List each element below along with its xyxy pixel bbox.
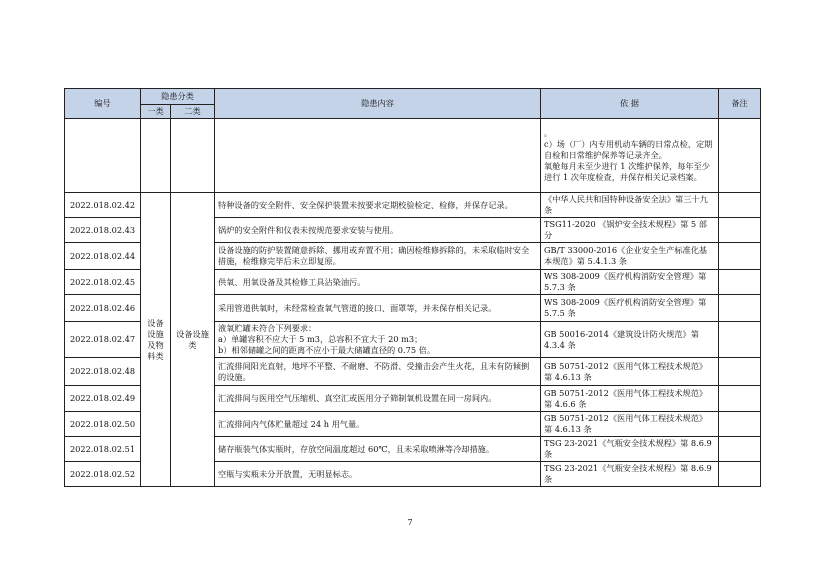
row-content: 汇流排间与医用空气压缩机、真空汇或医用分子筛制氧机设置在同一房间内。 <box>215 386 541 412</box>
row-no: 2022.018.02.51 <box>65 437 141 462</box>
category-level2: 设备设施类 <box>171 193 215 487</box>
row-content: 采用管道供氧时，未经常检查氧气管道的接口、面罩等，并未保存相关记录。 <box>215 295 541 322</box>
table-row <box>65 119 761 193</box>
row-no: 2022.018.02.47 <box>65 322 141 358</box>
row-content: 供氧、用氧设备及其检修工具沾染油污。 <box>215 270 541 295</box>
content-line: 液氧贮罐未符合下列要求： <box>218 323 317 333</box>
row-basis: GB 50016-2014《建筑设计防火规范》第 4.3.4 条 <box>541 322 719 358</box>
row-basis: GB 50751-2012《医用气体工程技术规范》第 4.6.6 条 <box>541 386 719 412</box>
row-no: 2022.018.02.52 <box>65 462 141 487</box>
page-number: 7 <box>407 518 413 527</box>
row-content: 锅炉的安全附件和仪表未按规范要求安装与使用。 <box>215 218 541 243</box>
row-no: 2022.018.02.44 <box>65 243 141 270</box>
row-content: 设备设施的防护装置随意拆除、挪用或弃置不用；确因检维修拆除的，未采取临时安全措施，检维修完毕后未立即复原。 <box>215 243 541 270</box>
row-basis: WS 308-2009《医疗机构消防安全管理》第 5.7.5 条 <box>541 295 719 322</box>
row-basis: TSG11-2020 《锅炉安全技术规程》第 5 部分 <box>541 218 719 243</box>
row-no: 2022.018.02.49 <box>65 386 141 412</box>
row-basis: GB 50751-2012《医用气体工程技术规范》第 4.6.13 条 <box>541 412 719 437</box>
row-remark <box>719 193 761 218</box>
row-basis <box>541 119 719 193</box>
content-line: b）相邻储罐之间的距离不应小于最大储罐直径的 0.75 倍。 <box>218 345 436 355</box>
row-remark <box>719 270 761 295</box>
row-remark <box>719 437 761 462</box>
row-content: 特种设备的安全附件、安全保护装置未按要求定期校验检定、检修，并保存记录。 <box>215 193 541 218</box>
row-remark <box>719 386 761 412</box>
category-level1: 设备设施及物料类 <box>141 193 171 487</box>
row-remark <box>719 322 761 358</box>
row-remark <box>719 358 761 386</box>
row-no: 2022.018.02.43 <box>65 218 141 243</box>
row-no: 2022.018.02.42 <box>65 193 141 218</box>
row-basis: WS 308-2009《医疗机构消防安全管理》第 5.7.3 条 <box>541 270 719 295</box>
row-remark <box>719 243 761 270</box>
content-line: a）单罐容积不应大于 5 m3，总容积不宜大于 20 m3； <box>218 334 423 344</box>
row-no: 2022.018.02.46 <box>65 295 141 322</box>
basis-line: c）场（厂）内专用机动车辆的日常点检、定期自检和日常维护保养等记录齐全。 <box>544 139 713 160</box>
row-remark <box>719 218 761 243</box>
header-cat2: 二类 <box>171 105 215 119</box>
row-no: 2022.018.02.45 <box>65 270 141 295</box>
row-content: 储存瓶装气体实瓶时，存放空间温度超过 60℃，且未采取喷淋等冷却措施。 <box>215 437 541 462</box>
header-no: 编号 <box>65 89 141 119</box>
row-basis: 《中华人民共和国特种设备安全法》第三十九条 <box>541 193 719 218</box>
header-cat1: 一类 <box>141 105 171 119</box>
row-remark <box>719 412 761 437</box>
row-basis: TSG 23-2021《气瓶安全技术规程》第 8.6.9 条 <box>541 437 719 462</box>
row-content: 空瓶与实瓶未分开放置，无明显标志。 <box>215 462 541 487</box>
row-remark <box>719 462 761 487</box>
basis-line: 。 <box>544 128 553 138</box>
row-content: 汇流排间阳光直射，地坪不平整、不耐磨、不防滑、受撞击会产生火花，且未有防倾倒的设施。 <box>215 358 541 386</box>
header-basis: 依 据 <box>541 89 719 119</box>
row-basis: GB/T 33000-2016《企业安全生产标准化基本规范》第 5.4.1.3 条 <box>541 243 719 270</box>
basis-line: 氧舱每月未至少进行 1 次维护保养，每年至少进行 1 次年度检查，并保存相关记录档案。 <box>544 161 710 182</box>
row-content <box>215 322 541 358</box>
header-remark: 备注 <box>719 89 761 119</box>
row-content: 汇流排间内气体贮量超过 24 h 用气量。 <box>215 412 541 437</box>
row-no: 2022.018.02.48 <box>65 358 141 386</box>
header-category: 隐患分类 <box>141 89 215 105</box>
row-basis: TSG 23-2021《气瓶安全技术规程》第 8.6.9 条 <box>541 462 719 487</box>
hazard-table <box>64 88 761 487</box>
table-row <box>65 193 761 218</box>
header-content: 隐患内容 <box>215 89 541 119</box>
row-basis: GB 50751-2012《医用气体工程技术规范》第 4.6.13 条 <box>541 358 719 386</box>
row-remark <box>719 295 761 322</box>
row-no: 2022.018.02.50 <box>65 412 141 437</box>
